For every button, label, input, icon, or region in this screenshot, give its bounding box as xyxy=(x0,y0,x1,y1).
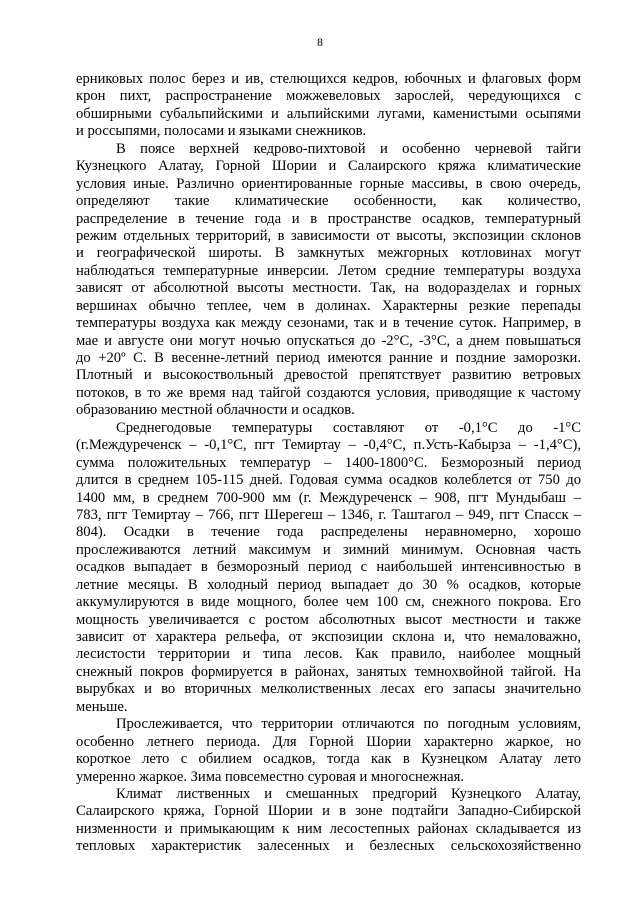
text-line: образованию местной облачности и осадков. xyxy=(76,402,355,419)
text-line: мае и августе они могут ночью опускаться до -2°С, -3°С, а днем повышаться xyxy=(76,332,581,349)
text-line: Климат лиственных и смешанных предгорий Кузнецкого Алатау, xyxy=(116,785,581,802)
text-line: ерниковых полос берез и ив, стелющихся кедров, юбочных и флаговых форм xyxy=(76,71,581,87)
text-line: умеренно жаркое. Зима повсеместно суровая и многоснежная. xyxy=(76,768,465,785)
text-line: крон пихт, распространение можжевеловых зарослей, чередующихся с xyxy=(76,88,581,105)
text-line: обширными субальпийскими и альпийскими лугами, каменистыми осыпями xyxy=(76,105,581,122)
text-line: потоков, в то же время над тайгой создаются условия, приводящие к частому xyxy=(76,384,581,401)
text-line: 783, пгт Темиртау – 766, пгт Шерегеш – 1346, г. Таштагол – 949, пгт Спасск – xyxy=(76,506,581,523)
text-line: летние месяцы. В холодный период выпадает до 30 % осадков, которые xyxy=(76,576,581,593)
text-line: меньше. xyxy=(76,698,128,715)
text-line: Плотный и высокоствольный древостой препятствует развитию ветровых xyxy=(76,367,581,384)
text-line: особенно летнего периода. Для Горной Шории характерно жаркое, но xyxy=(76,733,581,750)
text-line: тепловых характеристик залесенных и безлесных сельскохозяйственно xyxy=(76,838,581,855)
text-line: зависит от характера рельефа, от экспозиции склона и, что немаловажно, xyxy=(76,629,581,645)
text-line: сумма положительных температур – 1400-1800°С. Безморозный период xyxy=(76,454,581,471)
body-text xyxy=(76,71,581,856)
text-line: до +20º С. В весенне-летний период имеются ранние и поздние заморозки. xyxy=(76,350,581,366)
text-line: Салаирского кряжа, Горной Шории и в зоне подтайги Западно-Сибирской xyxy=(76,803,581,820)
text-line: лесистости территории и типа лесов. Как правило, наиболее мощный xyxy=(76,646,581,663)
text-line: температуры воздуха как между сезонами, так и в течение суток. Например, в xyxy=(76,315,581,332)
text-line: вершинах обычно теплее, чем в долинах. Характерны резкие перепады xyxy=(76,297,581,314)
text-line: вырубках и во вторичных мелколиственных лесах его запасы значительно xyxy=(76,681,581,698)
text-line: снежный покров формируется в районах, занятых темнохвойной тайгой. На xyxy=(76,663,581,680)
text-line: Кузнецкого Алатау, Горной Шории и Салаирского кряжа климатические xyxy=(76,158,581,175)
text-line: короткое лето с обилием осадков, тогда как в Кузнецком Алатау лето xyxy=(76,751,581,768)
text-line: аккумулируются в виде мощного, более чем 100 см, снежного покрова. Его xyxy=(76,594,581,611)
paragraph xyxy=(76,786,581,856)
paragraph xyxy=(76,71,581,141)
text-line: низменности и примыкающим к ним лесостепных районах складывается из xyxy=(76,820,581,837)
text-line: длится в среднем 105-115 дней. Годовая сумма осадков колеблется от 750 до xyxy=(76,472,581,489)
text-line: осадков выпадает в безморозный период с наибольшей интенсивностью в xyxy=(76,559,581,576)
text-line: Прослеживается, что территории отличаются по погодным условиям, xyxy=(116,716,581,733)
text-line: определяют такие климатические особенности, как количество, xyxy=(76,193,581,210)
text-line: и географической широты. В замкнутых межгорных котловинах могут xyxy=(76,245,581,262)
text-line: наблюдаться температурные инверсии. Летом средние температуры воздуха xyxy=(76,262,581,279)
text-line: В поясе верхней кедрово-пихтовой и особенно черневой тайги xyxy=(116,140,581,157)
paragraph xyxy=(76,420,581,716)
paragraph xyxy=(76,716,581,786)
text-line: 804). Осадки в течение года распределены неравномерно, хорошо xyxy=(76,524,581,541)
text-line: прослеживаются летний максимум и зимний минимум. Основная часть xyxy=(76,541,581,558)
text-line: условия иные. Различно ориентированные горные массивы, в свою очередь, xyxy=(76,175,581,192)
text-line: мощность увеличивается с ростом абсолютных высот местности и также xyxy=(76,611,581,628)
text-line: зависят от абсолютной высоты местности. Так, на водоразделах и горных xyxy=(76,280,581,297)
text-line: 1400 мм, в среднем 700-900 мм (г. Междуреченск – 908, пгт Мундыбаш – xyxy=(76,489,581,506)
paragraph xyxy=(76,141,581,420)
text-line: распределение в течение года и в пространстве осадков, температурный xyxy=(76,210,581,227)
text-line: Среднегодовые температуры составляют от -0,1°С до -1°С xyxy=(116,419,581,436)
page-number: 8 xyxy=(317,37,323,49)
text-line: и россыпями, полосами и языками снежников. xyxy=(76,123,367,140)
text-line: режим отдельных территорий, в зависимости от высоты, экспозиции склонов xyxy=(76,227,581,244)
text-line: (г.Междуреченск – -0,1°С, пгт Темиртау – -0,4°С, п.Усть-Кабырза – -1,4°С), xyxy=(76,437,581,454)
